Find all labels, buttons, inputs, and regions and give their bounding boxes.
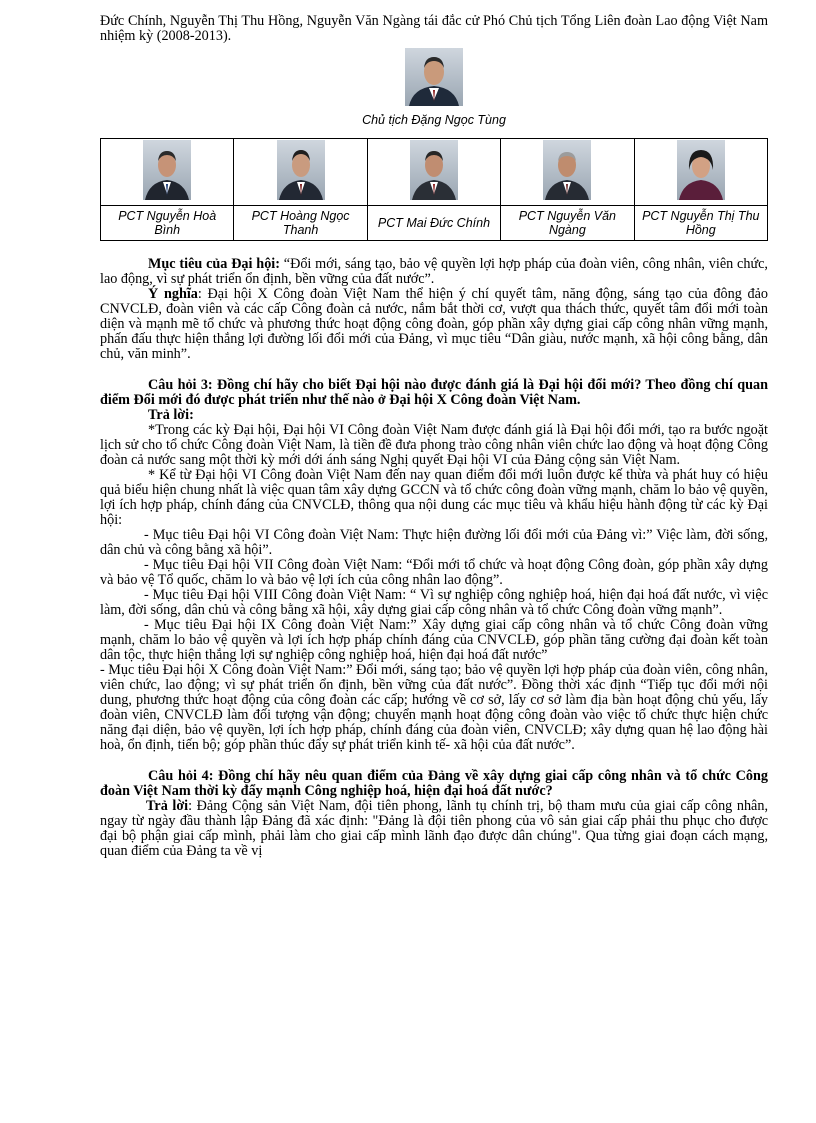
question-3-heading: Câu hỏi 3: Đồng chí hãy cho biết Đại hội nào được đánh giá là Đại hội đổi mới? Theo đồng chí quan điểm Đổi mới đó được phát triển như thế nào ở Đại hội X Công đoàn Việt Nam. [100,377,768,408]
congress-goal-text: “Đổi mới, sáng tạo, bảo vệ quyền lợi hợp pháp của đoàn viên, công nhân, viên chức, lao động, vì sự phát triển ổn định, bền vững của đất nước”. [100,256,768,287]
goal-congress-vi: - Mục tiêu Đại hội VI Công đoàn Việt Nam: Thực hiện đường lối đổi mới của Đảng vì:” Việc làm, đời sống, dân chủ và công bằng xã hội”. [100,527,768,558]
question-4-answer-label: Trả lời [146,798,189,814]
goal-congress-viii: - Mục tiêu Đại hội VIII Công đoàn Việt Nam: “ Vì sự nghiệp công nghiệp hoá, hiện đại hoá đất nước, vì việc làm, đời sống, dân chủ và công bằng xã hội, xây dựng giai cấp công nhân và tổ chức Công đoàn vững mạnh”. [100,587,768,618]
significance-text: : Đại hội X Công đoàn Việt Nam thể hiện ý chí quyết tâm, năng động, sáng tạo của đông đảo CNVCLĐ, đoàn viên và các cấp Công đoàn cả nước, nắm bắt thời cơ, vượt qua thách thức, quyết tâm đổi mới toàn diện và mạnh mẽ tổ chức và phương thức hoạt động công đoàn, góp phần xây dựng giai cấp công nhân vững mạnh, phấn đấu thực hiện thắng lợi đường lối đổi mới của Đảng, vì mục tiêu “Dân giàu, nước mạnh, xã hội công bằng, dân chủ, văn minh”. [100,286,769,362]
vice-chair-portrait-icon [677,140,725,200]
goal-congress-vii: - Mục tiêu Đại hội VII Công đoàn Việt Nam: “Đổi mới tổ chức và hoạt động Công đoàn, góp phần xây dựng và bảo vệ Tổ quốc, chăm lo và bảo vệ lợi ích của công nhân lao động”. [100,557,768,588]
vice-chair-label: PCT Nguyễn Văn Ngàng [501,206,634,241]
document-page [100,14,768,859]
vice-chair-portrait-icon [143,140,191,200]
congress-goal-paragraph [100,257,768,287]
vice-chair-portrait-icon [277,140,325,200]
vice-chair-photo-cell [367,139,500,206]
vice-chair-label: PCT Nguyễn Hoà Bình [101,206,234,241]
vice-chair-portrait-icon [410,140,458,200]
goal-congress-x: - Mục tiêu Đại hội X Công đoàn Việt Nam:” Đổi mới, sáng tạo; bảo vệ quyền lợi hợp pháp của đoàn viên, công nhân, viên chức, lao động; vì sự phát triển ổn định, bền vững của đất nước”. Đồng thời xác định “Tiếp tục đổi mới nội dung, phương thức hoạt động của công đoàn các cấp; hướng về cơ sở, lấy cơ sở làm địa bàn hoạt động chủ yếu, lấy đoàn viên, CNVCLĐ làm đối tượng vận động; chuyển mạnh hoạt động công đoàn vào việc tổ chức thực hiện chức năng đại diện, bảo vệ quyền, lợi ích hợp pháp, chính đáng của đoàn viên, CNVCLĐ; xây dựng quan hệ lao động hài hoà, ổn định, tiến bộ; góp phần thúc đẩy sự phát triển kinh tế- xã hội của đất nước”. [100,662,768,753]
chairman-caption: Chủ tịch Đặng Ngọc Tùng [362,113,506,127]
chairman-portrait-icon [405,48,463,106]
chairman-photo-wrap [100,48,768,110]
question-4-answer [100,799,768,859]
vice-chair-label: PCT Nguyễn Thị Thu Hồng [634,206,767,241]
goal-congress-ix: - Mục tiêu Đại hội IX Công đoàn Việt Nam:” Xây dựng giai cấp công nhân và tổ chức Công đoàn vững mạnh, chăm lo bảo vệ quyền và lợi ích hợp pháp chính đáng của CNVCLĐ, góp phần tăng cường đại đoàn kết toàn dân tộc, thực hiện thắng lợi sự nghiệp công nghiệp hoá, hiện đại hoá đất nước” [100,617,768,663]
vice-chair-label: PCT Hoàng Ngọc Thanh [234,206,367,241]
significance-label: Ý nghĩa [148,286,198,302]
vice-chair-photo-cell [234,139,367,206]
vice-chair-portrait-icon [543,140,591,200]
significance-paragraph [100,287,768,362]
question-4-answer-text: : Đảng Cộng sản Việt Nam, đội tiên phong, lãnh tụ chính trị, bộ tham mưu của giai cấp công nhân, ngay từ ngày đầu thành lập Đảng đã xác định: "Đảng là đội tiên phong của vô sản giai cấp phải thu phục cho được đại bộ phận giai cấp mình, phải làm cho giai cấp mình lãnh đạo được dân chúng". Qua từng giai đoạn cách mạng, quan điểm của Đảng ta về vị [100,798,768,859]
question-4-heading: Câu hỏi 4: Đồng chí hãy nêu quan điểm của Đảng về xây dựng giai cấp công nhân và tổ chức Công đoàn Việt Nam thời kỳ đẩy mạnh Công nghiệp hoá, hiện đại hoá đất nước? [100,768,768,799]
question-3-answer-label: Trả lời: [148,407,194,423]
vice-chairs-table [100,138,768,241]
vice-chair-photo-cell [634,139,767,206]
vice-chair-label: PCT Mai Đức Chính [367,206,500,241]
intro-paragraph: Đức Chính, Nguyễn Thị Thu Hồng, Nguyễn Văn Ngàng tái đắc cử Phó Chủ tịch Tổng Liên đoàn Lao động Việt Nam nhiệm kỳ (2008-2013). [100,13,768,44]
vice-chair-photo-cell [101,139,234,206]
vice-chair-photo-cell [501,139,634,206]
question-3-paragraph-2: * Kể từ Đại hội VI Công đoàn Việt Nam đến nay quan điểm đổi mới luôn được kế thừa và phát huy có hiệu quả biểu hiện chung nhất là việc quan tâm xây dựng GCCN và tổ chức công đoàn vững mạnh, chăm lo bảo vệ quyền, lợi ích hợp pháp, chính đáng của CNVCLĐ, thông qua nội dung các mục tiêu và khẩu hiệu hành động từ các kỳ Đại hội: [100,467,768,528]
question-3-paragraph-1: *Trong các kỳ Đại hội, Đại hội VI Công đoàn Việt Nam được đánh giá là Đại hội đổi mới, tạo ra bước ngoặt lịch sử cho tổ chức Công đoàn Việt Nam, là tiền đề đưa phong trào công nhân viên chức lao động và hoạt động Công đoàn cả nước sang một thời kỳ mới dới ánh sáng Nghị quyết Đại hội VI của Đảng cộng sản Việt Nam. [100,422,768,468]
congress-goal-label: Mục tiêu của Đại hội: [148,256,280,272]
